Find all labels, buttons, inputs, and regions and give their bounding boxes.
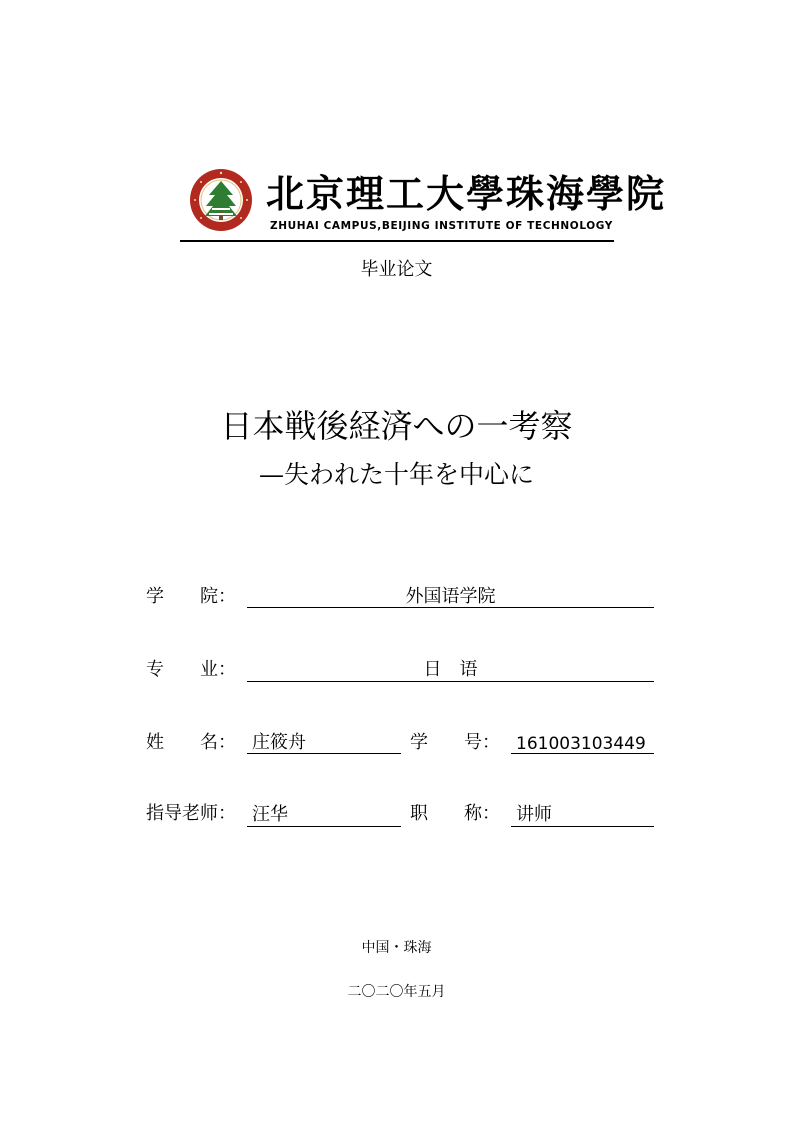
university-emblem-icon xyxy=(189,168,253,232)
thesis-subtitle: —失われた十年を中心に xyxy=(258,460,534,489)
school-value: 外国语学院 xyxy=(405,586,496,607)
footer-date: 二〇二〇年五月 xyxy=(347,984,446,1000)
thesis-title: 日本戦後経済への一考察 xyxy=(220,407,573,445)
title-rank-value: 讲师 xyxy=(516,804,552,825)
university-name-cn: 北京理工大學珠海學院 xyxy=(266,171,667,216)
name-value: 庄筱舟 xyxy=(252,732,306,753)
title-rank-label: 职 称： xyxy=(410,803,500,824)
major-value: 日 语 xyxy=(423,659,478,680)
document-type: 毕业论文 xyxy=(360,259,433,280)
header-divider xyxy=(180,240,614,242)
school-label: 学 院： xyxy=(146,586,236,607)
student-id-value: 161003103449 xyxy=(516,734,646,754)
major-label: 专 业： xyxy=(146,659,236,680)
student-id-label: 学 号： xyxy=(410,732,500,753)
advisor-value: 汪华 xyxy=(252,804,288,825)
footer-place: 中国・珠海 xyxy=(361,940,432,956)
university-name-en: ZHUHAI CAMPUS,BEIJING INSTITUTE OF TECHNOLOGY xyxy=(270,220,613,232)
name-label: 姓 名： xyxy=(146,732,236,753)
advisor-label: 指导老师： xyxy=(146,803,236,824)
